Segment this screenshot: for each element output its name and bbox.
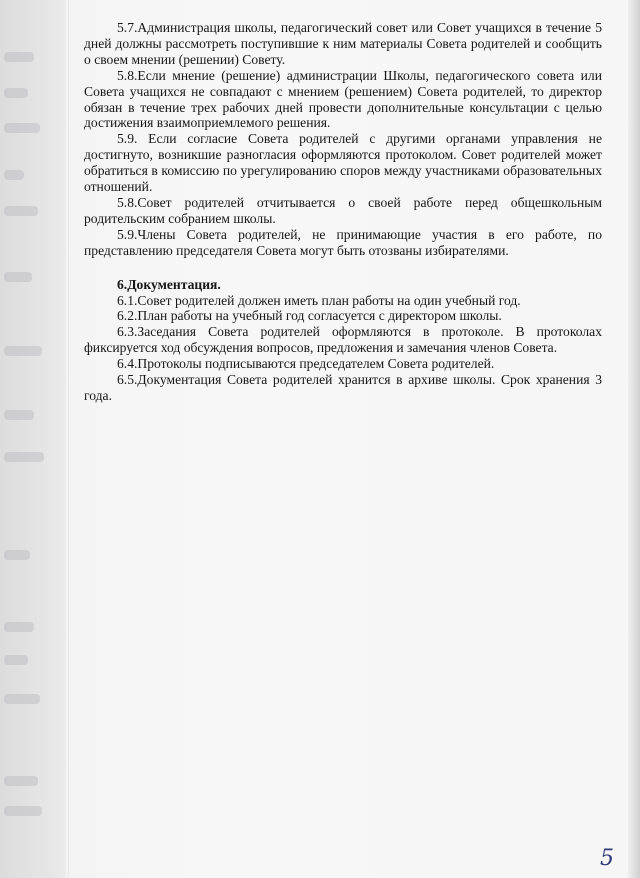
paragraph-5-9: 5.9. Если согласие Совета родителей с другими органами управления не достигнуто, возникшие разногласия оформляются протоколом. Совет родителей может обратиться в комиссию по урегулированию споров между участниками образовательных отношений.	[84, 131, 602, 195]
bleed-mark	[4, 776, 38, 786]
paragraph-6-5: 6.5.Документация Совета родителей хранится в архиве школы. Срок хранения 3 года.	[84, 372, 602, 403]
bleed-mark	[4, 452, 44, 462]
paragraph-5-9-members: 5.9.Члены Совета родителей, не принимающие участия в его работе, по представлению председателя Совета могут быть отозваны избирателями.	[84, 226, 602, 258]
bleed-mark	[4, 806, 42, 816]
bleed-mark	[4, 655, 28, 665]
bleed-through-margin	[0, 0, 66, 878]
bleed-mark	[4, 346, 42, 356]
paragraph-6-4: 6.4.Протоколы подписываются председателем Совета родителей.	[117, 356, 495, 372]
document-body	[84, 20, 602, 404]
bleed-mark	[4, 123, 40, 133]
paragraph-5-8: 5.8.Если мнение (решение) администрации Школы, педагогического совета или Совета учащихся не совпадают с мнением (решением) Совета родителей, то директор обязан в течение трех рабочих дней провести дополнительные консультации с целью достижения взаимоприемлемого решения.	[84, 67, 602, 131]
bleed-mark	[4, 622, 34, 632]
bleed-mark	[4, 410, 34, 420]
bleed-mark	[4, 206, 38, 216]
bleed-mark	[4, 694, 40, 704]
paragraph-5-7: 5.7.Администрация школы, педагогический совет или Совет учащихся в течение 5 дней должны рассмотреть поступившие к ним материалы Совета родителей и сообщить о своем мнении (решении) Совету.	[84, 20, 602, 67]
handwritten-page-number: 5	[600, 846, 614, 871]
paragraph-6-1: 6.1.Совет родителей должен иметь план работы на один учебный год.	[117, 292, 521, 308]
bleed-mark	[4, 88, 28, 98]
bleed-mark	[4, 550, 30, 560]
bleed-mark	[4, 170, 24, 180]
bleed-mark	[4, 52, 34, 62]
page-edge-shadow	[628, 0, 640, 878]
paragraph-6-2: 6.2.План работы на учебный год согласуется с директором школы.	[117, 308, 502, 324]
bleed-mark	[4, 272, 32, 282]
fold-line	[68, 0, 69, 878]
paragraph-5-8-report: 5.8.Совет родителей отчитывается о своей работе перед общешкольным родительским собранием школы.	[84, 194, 602, 226]
paragraph-6-3: 6.3.Заседания Совета родителей оформляются в протоколе. В протоколах фиксируется ход обсуждения вопросов, предложения и замечания членов Совета.	[84, 324, 602, 356]
section-heading-documentation: 6.Документация.	[117, 276, 221, 292]
